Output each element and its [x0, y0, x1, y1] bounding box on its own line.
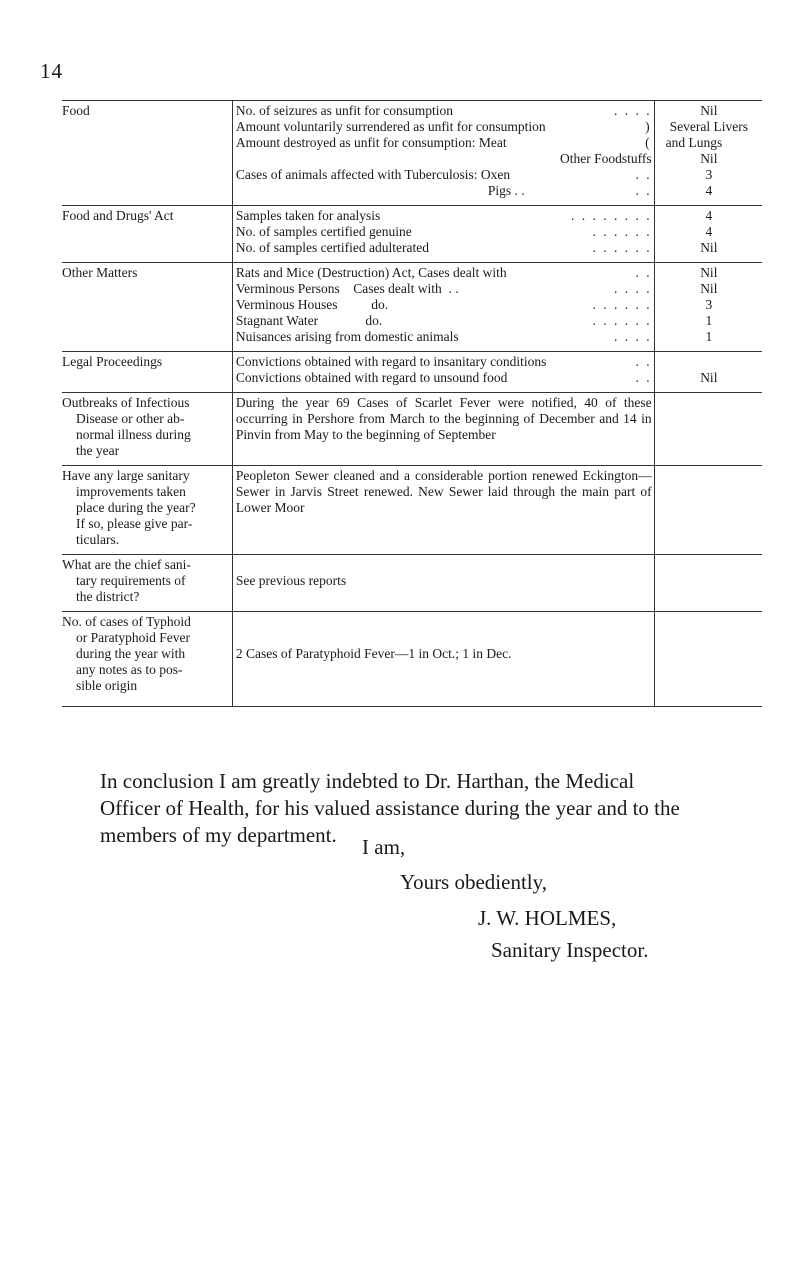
row-food-and-drugs	[62, 206, 762, 263]
other-line-verminous-houses: Verminous Houses do.	[235, 297, 389, 312]
sanitary-report-table	[62, 100, 762, 707]
food-label: Food	[62, 101, 232, 206]
food-line-tb-oxen: Cases of animals affected with Tuberculosis: Oxen	[235, 167, 511, 182]
other-value-verminous-houses: 3	[705, 297, 713, 312]
other-value-rats-mice: Nil	[700, 265, 718, 280]
food-line-other-foodstuffs: Other Foodstuffs	[560, 151, 652, 166]
outbreaks-value	[654, 393, 762, 466]
legal-values	[654, 352, 762, 393]
other-line-verminous-persons: Verminous Persons Cases dealt with . .	[235, 281, 459, 296]
requirements-text: See previous reports	[232, 555, 654, 612]
drugs-line-adulterated: No. of samples certified adulterated	[235, 240, 429, 255]
food-details: No. of seizures as unfit for consumption . . . . Amount voluntarily surrendered as unfit for consumption ) Amount destroyed as unfit for consumption: Meat ( Other Foodstuffs Cases of animals affected with Tuberculosis: Oxen . . Pigs . . . .	[232, 101, 654, 206]
drugs-value-genuine: 4	[705, 224, 713, 239]
closing-paragraph: In conclusion I am greatly indebted to Dr. Harthan, the Medical Officer of Health, for his valued assistance during the year and to the members of my department.	[100, 769, 680, 847]
row-other-matters	[62, 263, 762, 352]
other-line-stagnant-water: Stagnant Water do.	[235, 313, 383, 328]
other-details: Rats and Mice (Destruction) Act, Cases dealt with . . Verminous Persons Cases dealt with . . . . . . Verminous Houses do. . . . . . . Stagnant Water do. . . . . . . Nuisances arising from domestic animals . . . .	[232, 263, 654, 352]
other-line-nuisances: Nuisances arising from domestic animals	[235, 329, 459, 344]
other-label: Other Matters	[62, 263, 232, 352]
typhoid-label: No. of cases of Typhoid or Paratyphoid Fever during the year with any notes as to pos- sible origin	[62, 612, 232, 707]
food-value-pigs: 4	[705, 183, 713, 198]
food-value-seizures: Nil	[700, 103, 718, 118]
other-values	[654, 263, 762, 352]
drugs-label: Food and Drugs' Act	[62, 206, 232, 263]
other-value-nuisances: 1	[705, 329, 713, 344]
drugs-value-adulterated: Nil	[700, 240, 718, 255]
food-value-surrendered: Several Livers	[669, 119, 748, 134]
drugs-values	[654, 206, 762, 263]
drugs-line-samples-taken: Samples taken for analysis	[235, 208, 381, 223]
other-line-rats-mice: Rats and Mice (Destruction) Act, Cases dealt with	[235, 265, 507, 280]
improvements-value	[654, 466, 762, 555]
legal-value: Nil	[700, 370, 718, 385]
row-outbreaks	[62, 393, 762, 466]
closing-yours-obediently: Yours obediently,	[400, 870, 548, 894]
outbreaks-text: During the year 69 Cases of Scarlet Fever were notified, 40 of these occurring in Pershore from March to the beginning of December and 14 in Pinvin from May to the beginning of September	[232, 393, 654, 466]
requirements-value	[654, 555, 762, 612]
food-value-oxen: 3	[705, 167, 713, 182]
drugs-line-genuine: No. of samples certified genuine	[235, 224, 412, 239]
food-value-destroyed-meat: and Lungs	[665, 135, 723, 150]
requirements-label: What are the chief sani- tary requirements of the district?	[62, 555, 232, 612]
improvements-text: Peopleton Sewer cleaned and a considerable portion renewed Eckington—Sewer in Jarvis Street renewed. New Sewer laid through the main part of Lower Moor	[232, 466, 654, 555]
food-line-surrendered: Amount voluntarily surrendered as unfit for consumption	[235, 119, 546, 134]
row-typhoid	[62, 612, 762, 707]
signer-title: Sanitary Inspector.	[491, 938, 649, 962]
food-line-seizures: No. of seizures as unfit for consumption	[235, 103, 453, 118]
legal-line-insanitary: Convictions obtained with regard to insanitary conditions	[235, 354, 547, 369]
other-value-stagnant-water: 1	[705, 313, 713, 328]
outbreaks-label: Outbreaks of Infectious Disease or other ab- normal illness during the year	[62, 393, 232, 466]
drugs-value-samples-taken: 4	[705, 208, 713, 223]
typhoid-text: 2 Cases of Paratyphoid Fever—1 in Oct.; 1 in Dec.	[232, 612, 654, 707]
row-requirements	[62, 555, 762, 612]
legal-label: Legal Proceedings	[62, 352, 232, 393]
typhoid-value	[654, 612, 762, 707]
improvements-label: Have any large sanitary improvements taken place during the year? If so, please give par- ticulars.	[62, 466, 232, 555]
food-line-tb-pigs: Pigs . .	[487, 183, 525, 198]
food-values	[654, 101, 762, 206]
closing-i-am: I am,	[362, 835, 406, 859]
row-food	[62, 101, 762, 206]
other-value-verminous-persons: Nil	[700, 281, 718, 296]
legal-line-unsound-food: Convictions obtained with regard to unsound food	[235, 370, 508, 385]
legal-details: Convictions obtained with regard to insanitary conditions . . Convictions obtained with regard to unsound food . .	[232, 352, 654, 393]
row-legal-proceedings	[62, 352, 762, 393]
drugs-details: Samples taken for analysis . . . . . . . . No. of samples certified genuine . . . . . . No. of samples certified adulterated . . . . . .	[232, 206, 654, 263]
page-number: 14	[40, 59, 63, 83]
row-improvements	[62, 466, 762, 555]
signer-name: J. W. HOLMES,	[478, 906, 617, 930]
food-line-destroyed-meat: Amount destroyed as unfit for consumption: Meat	[235, 135, 507, 150]
food-value-other-foodstuffs: Nil	[700, 151, 718, 166]
